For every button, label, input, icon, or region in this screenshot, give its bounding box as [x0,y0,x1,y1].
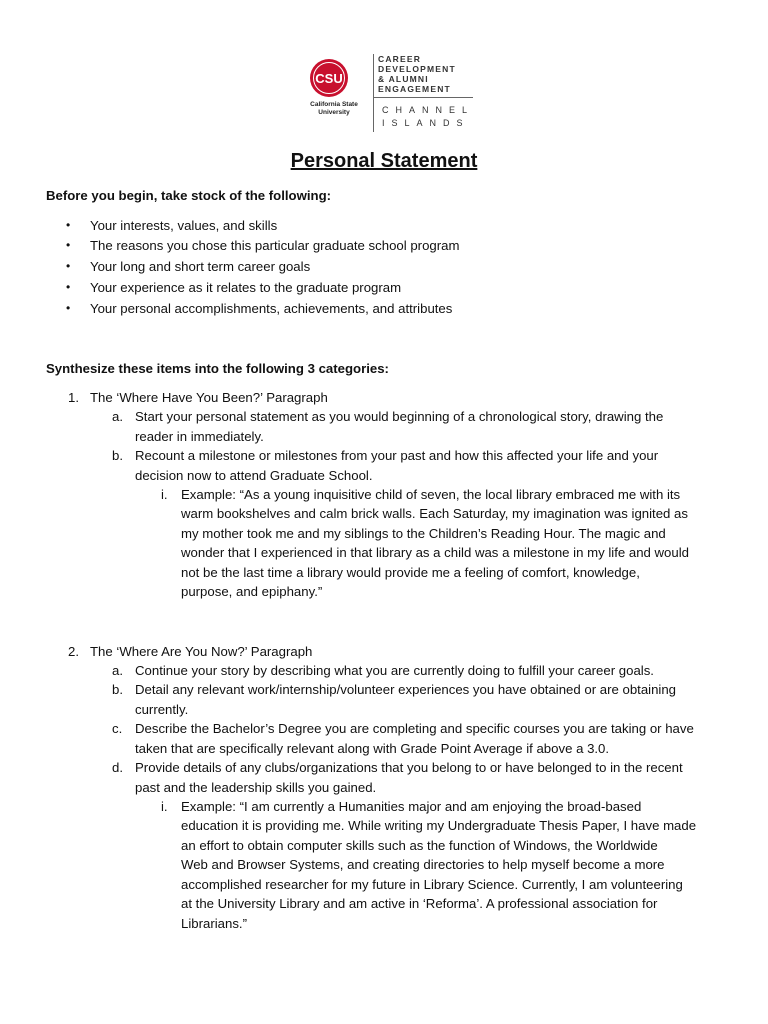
item-line: Detail any relevant work/internship/volunteer experiences you have obtained or are obtaining [135,682,677,697]
item-line: reader in immediately. [135,429,264,444]
university-name: California State University [310,101,358,116]
example-line: warm bookshelves and calm brick walls. Each Saturday, my imagination was ignited as [181,506,688,521]
example-marker: i. [161,799,168,814]
item-line: currently. [135,702,189,717]
synthesize-heading: Synthesize these items into the following 3 categories: [46,361,389,376]
logo-divider-vertical [373,54,374,132]
example-marker: i. [161,487,168,502]
item-line: taken that are specifically relevant along with Grade Point Average if above a 3.0. [135,741,610,756]
bullet-item: Your interests, values, and skills [90,218,278,233]
example-line: Web and Browser Systems, and creating directories to help myself become a more [181,857,665,872]
item-line: decision now to attend Graduate School. [135,468,373,483]
item-marker: b. [112,682,123,697]
bullet-dot: • [66,301,71,315]
item-marker: a. [112,409,123,424]
item-marker: b. [112,448,123,463]
bullet-dot: • [66,238,71,252]
bullet-item: Your long and short term career goals [90,259,311,274]
item-line: Recount a milestone or milestones from your past and how this affected your life and your [135,448,659,463]
example-line: Example: “As a young inquisitive child of seven, the local library embraced me with its [181,487,681,502]
item-marker: c. [112,721,123,736]
bullet-item: The reasons you chose this particular graduate school program [90,238,460,253]
item-line: Continue your story by describing what you are currently doing to fulfill your career goals. [135,663,654,678]
example-line: accomplished researcher for my future in Library Science. Currently, I am volunteering [181,877,683,892]
item-line: past and the leadership skills you gained. [135,780,377,795]
example-line: not be the last time a library would provide me a feeling of comfort, knowledge, [181,565,640,580]
bullet-item: Your experience as it relates to the graduate program [90,280,402,295]
example-line: Example: “I am currently a Humanities major and am enjoying the broad-based [181,799,642,814]
section-title: The ‘Where Have You Been?’ Paragraph [90,390,328,405]
item-line: Describe the Bachelor’s Degree you are completing and specific courses you are taking or have [135,721,694,736]
page-title: Personal Statement [290,150,478,172]
campus-name: CHANNEL ISLANDS [382,105,475,128]
section-title: The ‘Where Are You Now?’ Paragraph [90,644,313,659]
example-line: my mother took me and my siblings to the Children’s Reading Hour. The magic and [181,526,666,541]
bullet-dot: • [66,280,71,294]
section-number: 1. [68,390,79,405]
csu-seal-icon [309,58,349,98]
svg-text:CSU: CSU [315,71,343,86]
bullet-item: Your personal accomplishments, achievements, and attributes [90,301,453,316]
example-line: at the University Library and am active in ‘Reforma’. A professional association for [181,896,658,911]
example-line: an effort to obtain computer skills such as the function of Windows, the Worldwide [181,838,658,853]
item-line: Provide details of any clubs/organizations that you belong to or have belonged to in the recent [135,760,683,775]
item-line: Start your personal statement as you would beginning of a chronological story, drawing the [135,409,664,424]
department-name: CAREER DEVELOPMENT & ALUMNI ENGAGEMENT [378,54,456,94]
csu-ci-logo [306,52,476,132]
example-line: wonder that I experienced in that library as a child was a milestone in my life and would [181,545,689,560]
logo-divider-horizontal [373,97,473,98]
bullet-dot: • [66,218,71,232]
example-line: purpose, and epiphany.” [181,584,323,599]
example-line: education it is providing me. While writing my Undergraduate Thesis Paper, I have made [181,818,697,833]
bullet-dot: • [66,259,71,273]
section-number: 2. [68,644,79,659]
item-marker: a. [112,663,123,678]
item-marker: d. [112,760,123,775]
example-line: Librarians.” [181,916,247,931]
intro-heading: Before you begin, take stock of the following: [46,188,332,203]
